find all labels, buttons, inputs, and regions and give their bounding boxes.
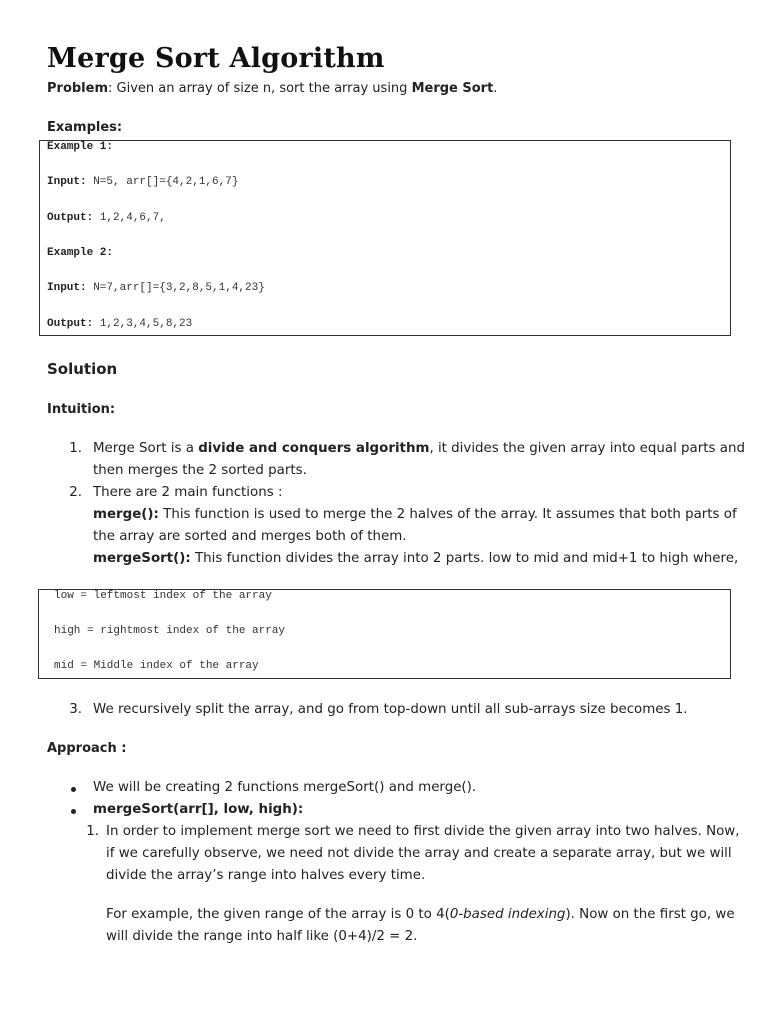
example1-label-text: Example 1: [47, 141, 114, 153]
intuition-item3-number: 3. [69, 702, 82, 717]
intuition-item2-text: There are 2 main functions : [93, 485, 283, 500]
def-mid: mid = Middle index of the array [54, 660, 259, 672]
bullet-dot [71, 787, 76, 792]
merge-fn-line2: the array are sorted and merges both of them. [93, 529, 407, 544]
merge-fn-name: merge(): [93, 507, 159, 522]
approach-example-line2: will divide the range into half like (0+4)/2 = 2. [106, 929, 418, 944]
intuition-item1-line1 [93, 438, 745, 460]
examples-code-box [39, 140, 731, 336]
approach-sub1-line2: if we carefully observe, we need not divide the array and create a separate array, but we will [106, 846, 732, 861]
example2-output-value: 1,2,3,4,5,8,23 [93, 318, 193, 330]
merge-fn-line1 [93, 504, 737, 526]
mergesort-fn-line [93, 548, 738, 570]
item1-text-b: , it divides the given array into equal parts and [429, 441, 745, 456]
intuition-item3-text: We recursively split the array, and go from top-down until all sub-arrays size becomes 1. [93, 702, 688, 717]
definitions-code-box [38, 589, 731, 679]
problem-text: : Given an array of size n, sort the array using [108, 81, 412, 96]
intuition-heading: Intuition: [47, 402, 116, 417]
bullet-dot [71, 809, 76, 814]
example-italic: 0-based indexing [449, 907, 566, 922]
example1-input [47, 176, 238, 188]
example1-label [47, 141, 113, 153]
example1-output [47, 212, 166, 224]
intuition-item1-line2: then merges the 2 sorted parts. [93, 463, 307, 478]
example2-input-key: Input: [47, 282, 87, 294]
merge-fn-desc: This function is used to merge the 2 halves of the array. It assumes that both parts of [158, 507, 737, 522]
intuition-item2-number: 2. [69, 485, 82, 500]
example2-output [47, 318, 192, 330]
problem-bold: Merge Sort [411, 81, 494, 96]
approach-bullet1: We will be creating 2 functions mergeSort() and merge(). [93, 780, 477, 795]
example1-input-value: N=5, arr[]={4,2,1,6,7} [86, 176, 239, 188]
approach-bullet2: mergeSort(arr[], low, high): [93, 802, 304, 817]
example2-label-text: Example 2: [47, 247, 114, 259]
solution-heading: Solution [47, 360, 118, 378]
approach-heading: Approach : [47, 741, 127, 756]
page-title: Merge Sort Algorithm [47, 43, 385, 74]
example2-input [47, 282, 265, 294]
example2-input-value: N=7,arr[]={3,2,8,5,1,4,23} [86, 282, 265, 294]
def-high: high = rightmost index of the array [54, 625, 286, 637]
approach-sub1-line3: divide the array’s range into halves every time. [106, 868, 426, 883]
example1-output-value: 1,2,4,6,7, [93, 212, 166, 224]
intuition-item1-number: 1. [69, 441, 82, 456]
examples-label: Examples: [47, 120, 123, 135]
approach-sub1-number: 1. [86, 824, 99, 839]
def-low: low = leftmost index of the array [54, 590, 272, 602]
mergesort-fn-desc: This function divides the array into 2 parts. low to mid and mid+1 to high where, [190, 551, 739, 566]
example1-output-key: Output: [47, 212, 94, 224]
example1-input-key: Input: [47, 176, 87, 188]
problem-statement [47, 81, 497, 96]
example2-output-key: Output: [47, 318, 94, 330]
problem-end: . [493, 81, 498, 96]
mergesort-fn-name: mergeSort(): [93, 551, 191, 566]
item1-text-a: Merge Sort is a [93, 441, 199, 456]
example-text-a: For example, the given range of the array is 0 to 4( [106, 907, 450, 922]
approach-example-line1 [106, 904, 735, 926]
approach-sub1-line1: In order to implement merge sort we need to first divide the given array into two halves. Now, [106, 824, 740, 839]
item1-bold: divide and conquers algorithm [198, 441, 430, 456]
example-text-b: ). Now on the first go, we [565, 907, 735, 922]
problem-label: Problem [47, 81, 108, 96]
example2-label [47, 247, 113, 259]
